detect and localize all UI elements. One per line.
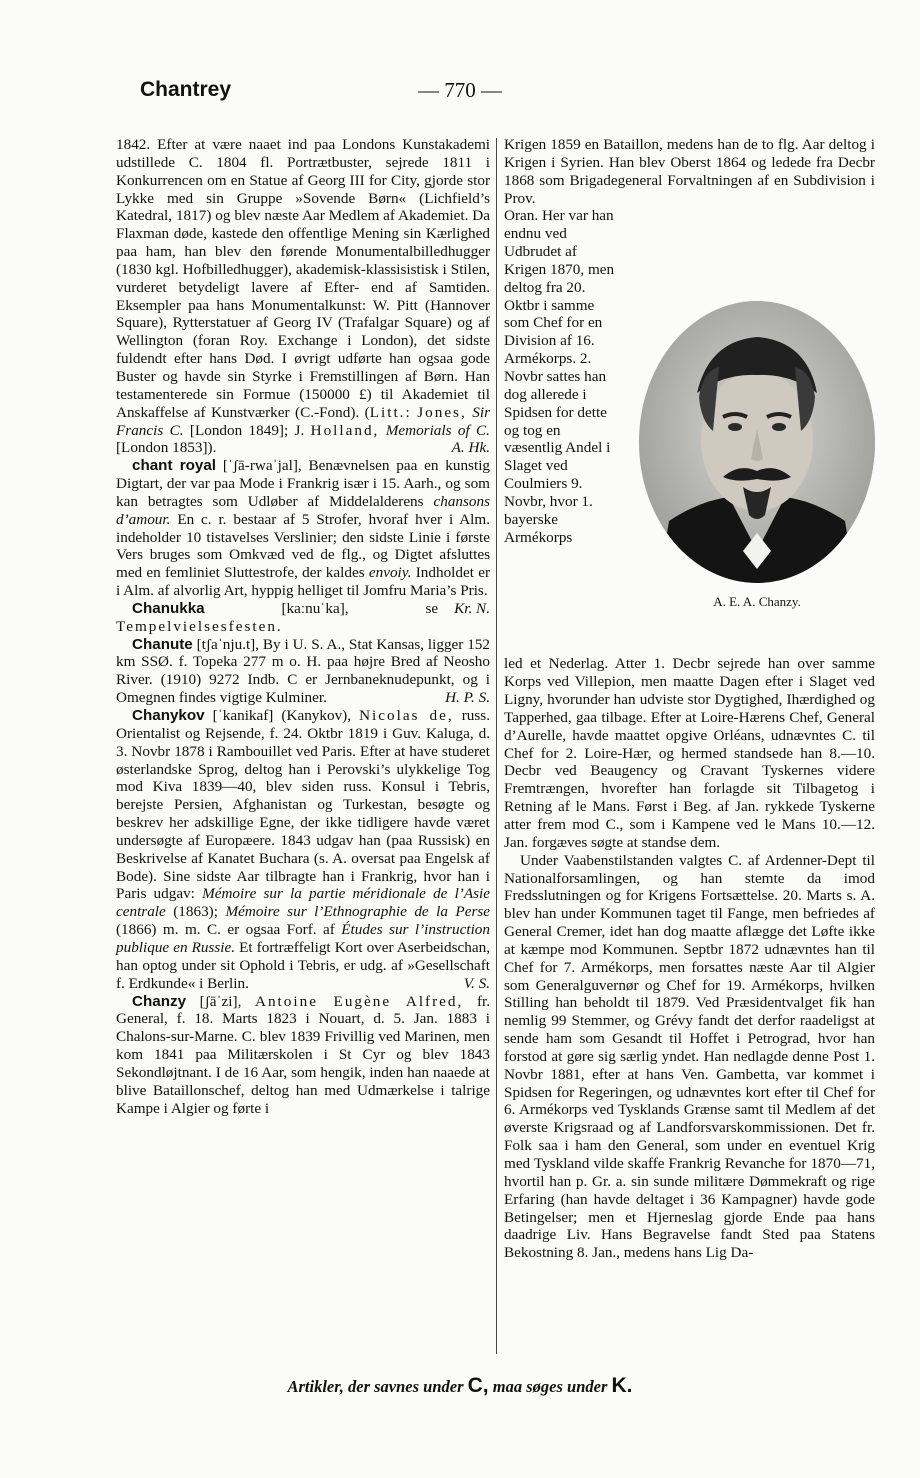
chanzy-continued-after-figure: led et Nederlag. Atter 1. Decbr sejrede han over samme Korps ved Villepion, men maatte Dagen efter i Slaget ved Ligny, hvorunder han udviste stor Dygtighed, Ihærdighed og Tapperhed, gaa tilbage. Efter at Loire-Hærens Chef, General d’Aurelle, havde maattet opgive Orléans, udnævntes C. til Chef for 2. Loire-Hær, og hermed standsede han 8.—10. Decbr ved Beaugency og Cravant Tyskernes videre Fremtrængen, hvorefter han forlagde sit Tilbagetog i Retning af le Mans. Først i Beg. af Jan. rykkede Tyskerne atter frem mod C., som i Kampene ved le Mans 10.—12. Jan. forgæves søgte at standse dem. [504,655,875,851]
cross-reference: Tempelvielsesfesten. [116,617,283,635]
entry-chanukka: Chanukka [kaːnuˈka], se Tempelvielsesfesten. [116,599,439,635]
footer-note: Artikler, der savnes under C, maa søges under K. [287,1374,633,1397]
portrait-photo [639,301,875,583]
headword: Chanukka [132,599,205,617]
author-signature: H. P. S. [445,689,490,707]
author-signature: V. S. [463,974,490,992]
entry-chantrey-continued: 1842. Efter at være naaet ind paa Londons Kunstakademi udstillede C. 1804 fl. Portrætbuster, sejrede 1811 i Konkurrencen om en Statue af Georg III for City, gjorde stor Lykke med sin Gruppe »Sovende Børn« (Lichfield’s Katedral, 1817) og blev næste Aar Medlem af Akademiet. Da Flaxman døde, kastede den offentlige Mening sin Kærlighed paa ham, han blev den førende Monumentalbilledhugger (1830 kgl. Hofbilledhugger), akademisk-klassisistisk i Stilen, vurderet betydeligt lavere af Efter- end af Samtiden. Eksempler paa hans Monumentalkunst: W. Pitt (Hannover Square), Rytterstatuer af Georg IV (Trafalgar Square) og af Wellington (foran Roy. Exchange i London), det sidste fuldendt efter hans Død. I øvrigt udførte han ogsaa gode Buster og havde sin Styrke i Fremstillingen af Børn. Han testamenterede sin Formue (150000 £) til Akademiet til Anskaffelse af Kunstværker (C.-Fond). (Litt.: Jones, Sir Francis C. [London 1849]; J. Holland, Memorials of C. [London 1853]). A. Hk. [116,136,491,457]
portrait-wrap-area [504,207,875,655]
entry-chanute: Chanute [tʃaˈnju.t], By i U. S. A., Stat Kansas, ligger 152 km SSØ. f. Topeka 277 m o. H. paa højre Bred af Neosho River. (1910) 9272 Indb. C er Jernbaneknudepunkt, og i Omegnen findes vigtige Kulminer. H. P. S. [116,635,490,707]
author-signature: A. Hk. [451,439,490,457]
headword: chant royal [132,457,217,475]
column-divider [496,138,497,1354]
headword: Chanykov [132,707,205,724]
portrait-caption: A. E. A. Chanzy. [713,594,801,610]
author-signature: Kr. N. [454,599,490,617]
entry-chanzy: Chanzy [ʃāˈzi], Antoine Eugène Alfred, fr. General, f. 18. Marts 1823 i Nouart, d. 5. Jan. 1883 i Chalons-sur-Marne. C. blev 1839 Frivillig ved Marinen, men kom 1841 paa Militærskolen i St Cyr og blev 1843 Sekondløjtnant. I de 16 Aar, som hengik, inden han naaede at blive Bataillonschef, deltog han med Udmærkelse i talrige Kampe i Algier og førte i [116,992,491,1117]
chanzy-continued-top: Krigen 1859 en Bataillon, medens han de to flg. Aar deltog i Krigen i Syrien. Han blev Oberst 1864 og ledede fra Decbr 1868 som Brigadegeneral Forvaltningen af en Subdivision i Prov. [504,136,875,207]
chanzy-later-career: Under Vaabenstilstanden valgtes C. af Ardenner-Dept til Nationalforsamlingen, og han stemte da imod Fredsslutningen og for Krigens Fortsættelse. 20. Marts s. A. blev han under Kommunen taget til Fange, men befriedes af General Cremer, idet han dog maatte aflægge det Løfte ikke at kæmpe mod Kommunen. Septbr 1872 udnævntes han til Chef for 7. Armékorps, men forsattes næste Aar til Algier som Generalguvernør og Chef for 19. Armékorps, hvilken Stilling han beholdt til 1879. Ved Præsidentvalget fik han nemlig 99 Stemmer, og Grévy fandt det derfor raadeligst at sende ham som Gesandt til Hoffet i Petrograd, hvor han forstod at gøre sig særlig yndet. Han nedlagde denne Post 1. Novbr 1881, efter at hans Ven. Gambetta, var kommet i Spidsen for Regeringen, og udnævntes kort efter til Chef for 6. Armékorps ved Tysklands Grænse samt til Medlem af det øverste Krigsraad og af Landforsvarskommissionen. Det fr. Folk saa i ham den General, som under en eventuel Krig med Tyskland vilde skaffe Frankrig Revanche for 1870—71, hvortil han p. Gr. a. sin sunde militære Dømmekraft og rige Erfaring (han havde deltaget i 36 Kampagner) havde gode Betingelser; men et Hjerneslag gjorde Ende paa hans daadrige Liv. Hans Begravelse fandt Sted paa Statens Bekostning 8. Jan., medens hans Lig Da- [504,851,875,1262]
entry-chant-royal: chant royal [ˈʃā-rwaˈjal], Benævnelsen paa en kunstig Digtart, der var paa Mode i Frankrig især i 15. Aarh., og som kan betragtes som Udløber af Middelalderens chansons d’amour. En c. r. bestaar af 5 Strofer, hvoraf hver i Alm. indeholder 10 tistavelses Verslinier; den sidste Linie i første Vers bruges som Omkvæd ved de flg., og Digtet afsluttes med en femliniet Sluttestrofe, der kaldes envoiy. Indholdet er i Alm. af alvorlig Art, hyppig helliget til Jomfru Maria’s Pris. Kr. N. [116,457,491,617]
right-column [504,136,875,1262]
portrait-photo-image [639,301,875,583]
left-column [116,136,490,1117]
portrait-figure [639,301,875,613]
running-head-word: Chantrey [140,78,232,101]
page-number: — 770 — [418,78,502,102]
chanzy-narrow-text: Oran. Her var han endnu ved Udbrudet af Krigen 1870, men deltog fra 20. Oktbr i samme som Chef for en Division af 16. Armékorps. 2. Novbr sattes han dog allerede i Spidsen for dette og tog en væsentlig Andel i Slaget ved Coulmiers 9. Novbr, hvor 1. bayerske Armékorps [504,207,615,546]
headword: Chanute [132,635,193,653]
entry-chanykov: Chanykov [ˈkanikaf] (Kanykov), Nicolas de, russ. Orientalist og Rejsende, f. 24. Oktbr 1819 i Guv. Kaluga, d. 3. Novbr 1878 i Rambouillet ved Paris. Efter at have studeret østerlandske Sprog, deltog han i Perovski’s ulykkelige Tog mod Kiva 1839—40, blev siden russ. Konsul i Tebris, berejste Persien, Afghanistan og Turkestan, besøgte og beskrev her adskillige Egne, der ikke tidligere havde været undersøgte af Europæere. 1843 udgav han (paa Russisk) en Beskrivelse af Kanatet Buchara (s. A. oversat paa Engelsk af Bode). Sine sidste Aar tilbragte han i Frankrig, hvor han i Paris udgav: Mémoire sur la partie méridionale de l’Asie centrale (1863); Mémoire sur l’Ethnographie de la Perse (1866) m. m. C. er ogsaa Forf. af Études sur l’instruction publique en Russie. Et fortræffeligt Kort over Aserbeidschan, han optog under sit Ophold i Tebris, er udg. af »Gesellschaft f. Erdkunde« i Berlin. V. S. [116,707,491,992]
headword: Chanzy [132,992,187,1010]
